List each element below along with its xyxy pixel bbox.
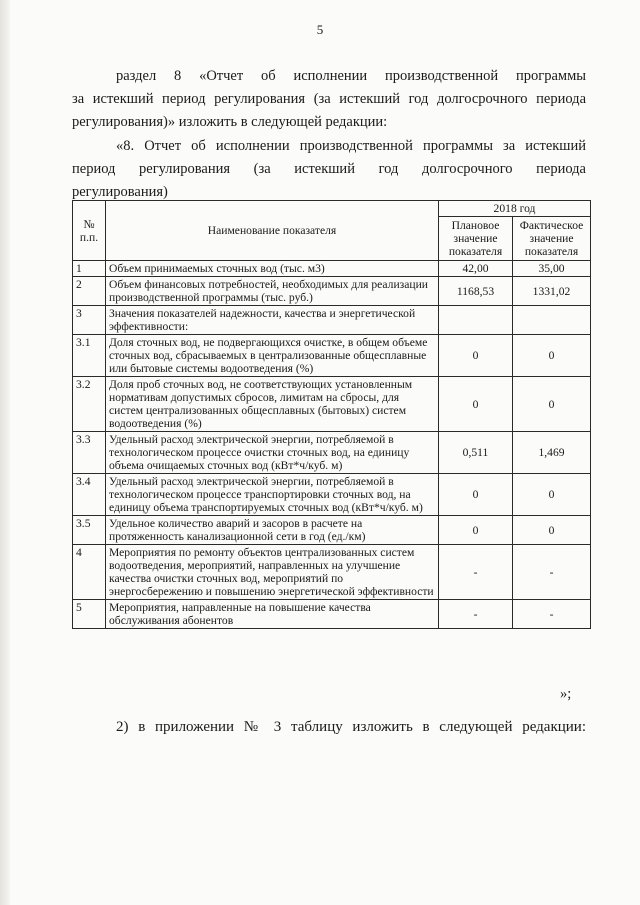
row-number: 2	[73, 277, 106, 306]
row-number: 3.4	[73, 474, 106, 516]
intro-line-1: раздел 8 «Отчет об исполнении производственной программы	[116, 68, 586, 84]
row-name: Мероприятия по ремонту объектов централизованных систем водоотведения, мероприятий, направленных на улучшение качества очистки сточных вод, мероприятий по энергосбережению и повышению энергетической эффективности	[106, 545, 439, 600]
row-name: Мероприятия, направленные на повышение качества обслуживания абонентов	[106, 600, 439, 629]
row-name: Доля сточных вод, не подвергающихся очистке, в общем объеме сточных вод, сбрасываемых в централизованные общесплавные или бытовые системы водоотведения (%)	[106, 335, 439, 377]
row-number: 3	[73, 306, 106, 335]
table-header-row	[73, 201, 591, 217]
table-row	[73, 600, 591, 629]
row-plan-value: 0	[439, 335, 513, 377]
row-plan-value: 42,00	[439, 261, 513, 277]
row-plan-value	[439, 306, 513, 335]
row-number: 5	[73, 600, 106, 629]
row-fact-value: 0	[513, 516, 591, 545]
col-name-header: Наименование показателя	[106, 201, 439, 261]
year-header: 2018 год	[439, 201, 591, 217]
row-number: 3.1	[73, 335, 106, 377]
row-plan-value: -	[439, 600, 513, 629]
table-row	[73, 474, 591, 516]
row-number: 3.2	[73, 377, 106, 432]
col-plan-header: Плановое значение показателя	[439, 217, 513, 261]
row-name: Значения показателей надежности, качества и энергетической эффективности:	[106, 306, 439, 335]
table-row	[73, 545, 591, 600]
row-fact-value: 1331,02	[513, 277, 591, 306]
heading-line-3: регулирования)	[72, 184, 168, 200]
row-fact-value: 35,00	[513, 261, 591, 277]
intro-line-2: за истекший период регулирования (за истекший год долгосрочного периода	[72, 91, 586, 107]
row-number: 1	[73, 261, 106, 277]
row-name: Удельное количество аварий и засоров в расчете на протяженность канализационной сети в год (ед./км)	[106, 516, 439, 545]
heading-line-1: «8. Отчет об исполнении производственной программы за истекший	[116, 138, 586, 154]
row-number: 3.3	[73, 432, 106, 474]
report-table	[72, 200, 591, 629]
row-plan-value: 0	[439, 516, 513, 545]
table-row	[73, 335, 591, 377]
row-fact-value: 0	[513, 335, 591, 377]
row-fact-value: 0	[513, 474, 591, 516]
table-row	[73, 432, 591, 474]
row-fact-value	[513, 306, 591, 335]
page-number: 5	[316, 22, 324, 37]
row-plan-value: -	[439, 545, 513, 600]
row-name: Объем финансовых потребностей, необходимых для реализации производственной программы (тыс. руб.)	[106, 277, 439, 306]
table-row	[73, 516, 591, 545]
row-name: Удельный расход электрической энергии, потребляемой в технологическом процессе транспортировки сточных вод, на единицу объема транспортируемых сточных вод (кВт*ч/куб. м)	[106, 474, 439, 516]
row-plan-value: 0	[439, 474, 513, 516]
heading-line-2: период регулирования (за истекший год долгосрочного периода	[72, 161, 586, 177]
table-row	[73, 306, 591, 335]
row-fact-value: -	[513, 545, 591, 600]
col-number-header: № п.п.	[73, 201, 106, 261]
row-fact-value: 1,469	[513, 432, 591, 474]
row-fact-value: -	[513, 600, 591, 629]
row-number: 3.5	[73, 516, 106, 545]
scan-edge	[0, 0, 10, 905]
row-name: Доля проб сточных вод, не соответствующих установленным нормативам допустимых сбросов, лимитам на сбросы, для систем централизованных общесплавных (бытовых) систем водоотведения (%)	[106, 377, 439, 432]
table-row	[73, 261, 591, 277]
row-plan-value: 1168,53	[439, 277, 513, 306]
row-fact-value: 0	[513, 377, 591, 432]
row-name: Объем принимаемых сточных вод (тыс. м3)	[106, 261, 439, 277]
row-number: 4	[73, 545, 106, 600]
row-name: Удельный расход электрической энергии, потребляемой в технологическом процессе очистки сточных вод, на единицу объема очищаемых сточных вод (кВт*ч/куб. м)	[106, 432, 439, 474]
row-plan-value: 0	[439, 377, 513, 432]
intro-line-3: регулирования)» изложить в следующей редакции:	[72, 114, 388, 130]
col-fact-header: Фактическое значение показателя	[513, 217, 591, 261]
table-row	[73, 377, 591, 432]
closing-quote: »;	[560, 686, 572, 702]
table-row	[73, 277, 591, 306]
row-plan-value: 0,511	[439, 432, 513, 474]
next-item-paragraph: 2) в приложении № 3 таблицу изложить в следующей редакции:	[116, 719, 586, 735]
